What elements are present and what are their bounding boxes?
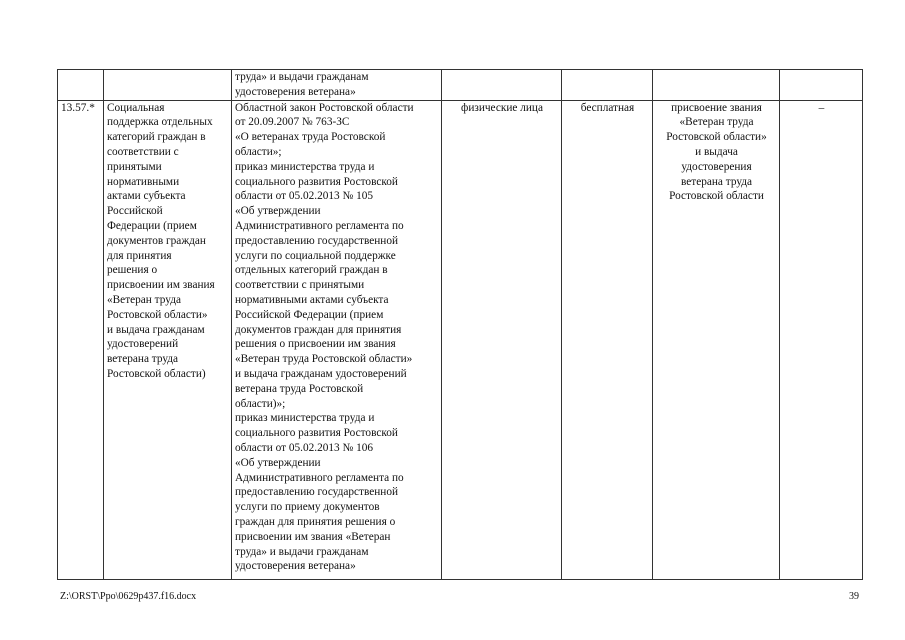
table-row bbox=[58, 100, 863, 579]
cell-service-name bbox=[104, 70, 232, 101]
cell-legal-basis: Областной закон Ростовской области от 20.09.2007 № 763-ЗС «О ветеранах труда Ростовской области»; приказ министерства труда и социального развития Ростовской области от 05.02.2013 № 105 «Об утверждении Административного регламента по предоставлению государственной услуги по социальной поддержке отдельных категорий граждан в соответствии с принятыми нормативными актами субъекта Российской Федерации (прием документов граждан для принятия решения о присвоении им звания «Ветеран труда Ростовской области» и выдача гражданам удостоверений ветерана труда Ростовской области)»; приказ министерства труда и социального развития Ростовской области от 05.02.2013 № 106 «Об утверждении Административного регламента по предоставлению государственной услуги по приему документов граждан для принятия решения о присвоении им звания «Ветеран труда» и выдачи гражданам удостоверения ветерана» bbox=[232, 100, 442, 579]
cell-service-name: Социальная поддержка отдельных категорий граждан в соответствии с принятыми нормативными актами субъекта Российской Федерации (прием документов граждан для принятия решения о присвоении им звания «Ветеран труда Ростовской области» и выдача гражданам удостоверений ветерана труда Ростовской области) bbox=[104, 100, 232, 579]
cell-cost bbox=[562, 70, 653, 101]
cell-recipients bbox=[442, 70, 562, 101]
cell-note bbox=[780, 70, 863, 101]
cell-number: 13.57.* bbox=[58, 100, 104, 579]
cell-legal-basis: труда» и выдачи гражданам удостоверения ветерана» bbox=[232, 70, 442, 101]
cell-cost: бесплатная bbox=[562, 100, 653, 579]
table-row bbox=[58, 70, 863, 101]
cell-result: присвоение звания «Ветеран труда Ростовской области» и выдача удостоверения ветерана труда Ростовской области bbox=[653, 100, 780, 579]
services-table bbox=[57, 69, 863, 580]
page-number: 39 bbox=[849, 591, 859, 602]
cell-result bbox=[653, 70, 780, 101]
cell-number bbox=[58, 70, 104, 101]
cell-note: – bbox=[780, 100, 863, 579]
cell-recipients: физические лица bbox=[442, 100, 562, 579]
footer-file-path: Z:\ORST\Ppo\0629p437.f16.docx bbox=[60, 591, 197, 602]
